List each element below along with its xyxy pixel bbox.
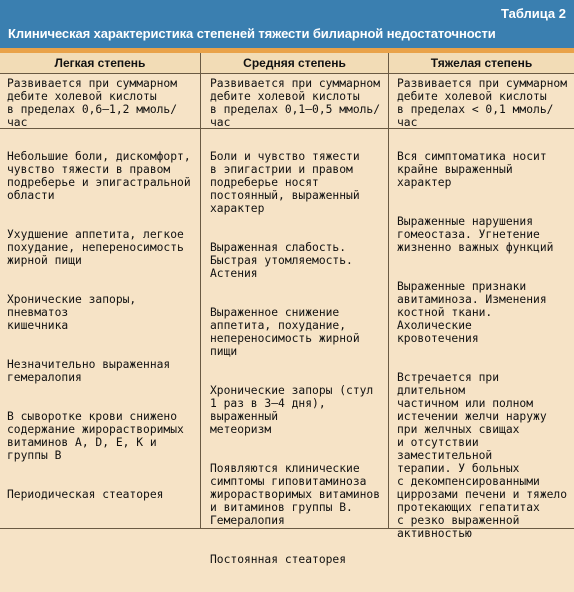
cell-mild-threshold: Развивается при суммарном дебите холевой кислоты в пределах 0,6–1,2 ммоль/час	[7, 77, 178, 129]
symptom-text: Боли и чувство тяжести в эпигастрии и правом подреберье носят постоянный, выраженный характер	[210, 150, 360, 215]
symptom-text: Ухудшение аппетита, легкое похудание, непереносимость жирной пищи	[7, 228, 184, 267]
cell-severe-symptoms	[397, 137, 573, 566]
symptom-text: Выраженные признаки авитаминоза. Изменения костной ткани. Ахолические кровотечения	[397, 280, 547, 345]
cell-mild-symptoms	[7, 137, 199, 527]
column-divider	[200, 53, 201, 529]
symptom-text: Хронические запоры, пневматоз кишечника	[7, 293, 137, 332]
cell-severe-threshold: Развивается при суммарном дебите холевой кислоты в пределах < 0,1 ммоль/час	[397, 77, 568, 129]
symptom-text: Вся симптоматика носит крайне выраженный характер	[397, 150, 547, 189]
symptom-text: Выраженные нарушения гомеостаза. Угнетение жизненно важных функций	[397, 215, 554, 254]
symptom-text: Незначительно выраженная гемералопия	[7, 358, 171, 384]
table-number-label: Таблица 2	[500, 6, 566, 21]
table-title: Клиническая характеристика степеней тяжести билиарной недостаточности	[8, 26, 496, 41]
symptom-text: Появляются клинические симптомы гиповитаминоза жирорастворимых витаминов и витаминов группы B. Гемералопия	[210, 462, 381, 527]
symptom-text: В сыворотке крови снижено содержание жирорастворимых витаминов A, D, E, K и группы B	[7, 410, 184, 462]
symptom-text: Небольшие боли, дискомфорт, чувство тяжести в правом подреберье и эпигастральной области	[7, 150, 191, 202]
cell-moderate-symptoms	[210, 137, 388, 592]
symptom-text: Выраженная слабость. Быстрая утомляемость. Астения	[210, 241, 353, 280]
column-header-mild: Легкая степень	[54, 56, 146, 70]
column-header-severe: Тяжелая степень	[430, 56, 533, 70]
symptom-text: Выраженное снижение аппетита, похудание, непереносимость жирной пищи	[210, 306, 360, 358]
symptom-text: Встречается при длительном частичном или полном истечении желчи наружу при желчных свищах и отсутствии заместительной терапии. У больных с декомпенсированными циррозами печени и тяжело протекающих гепатитах с резко выраженной активностью	[397, 371, 568, 540]
column-header-moderate: Средняя степень	[243, 56, 346, 70]
symptom-text: Хронические запоры (стул 1 раз в 3–4 дня), выраженный метеоризм	[210, 384, 374, 436]
cell-moderate-threshold: Развивается при суммарном дебите холевой кислоты в пределах 0,1–0,5 ммоль/час	[210, 77, 381, 129]
symptom-text: Постоянная стеаторея	[210, 553, 347, 566]
column-header-row	[0, 53, 574, 74]
symptom-text: Периодическая стеаторея	[7, 488, 164, 501]
column-divider	[388, 53, 389, 529]
